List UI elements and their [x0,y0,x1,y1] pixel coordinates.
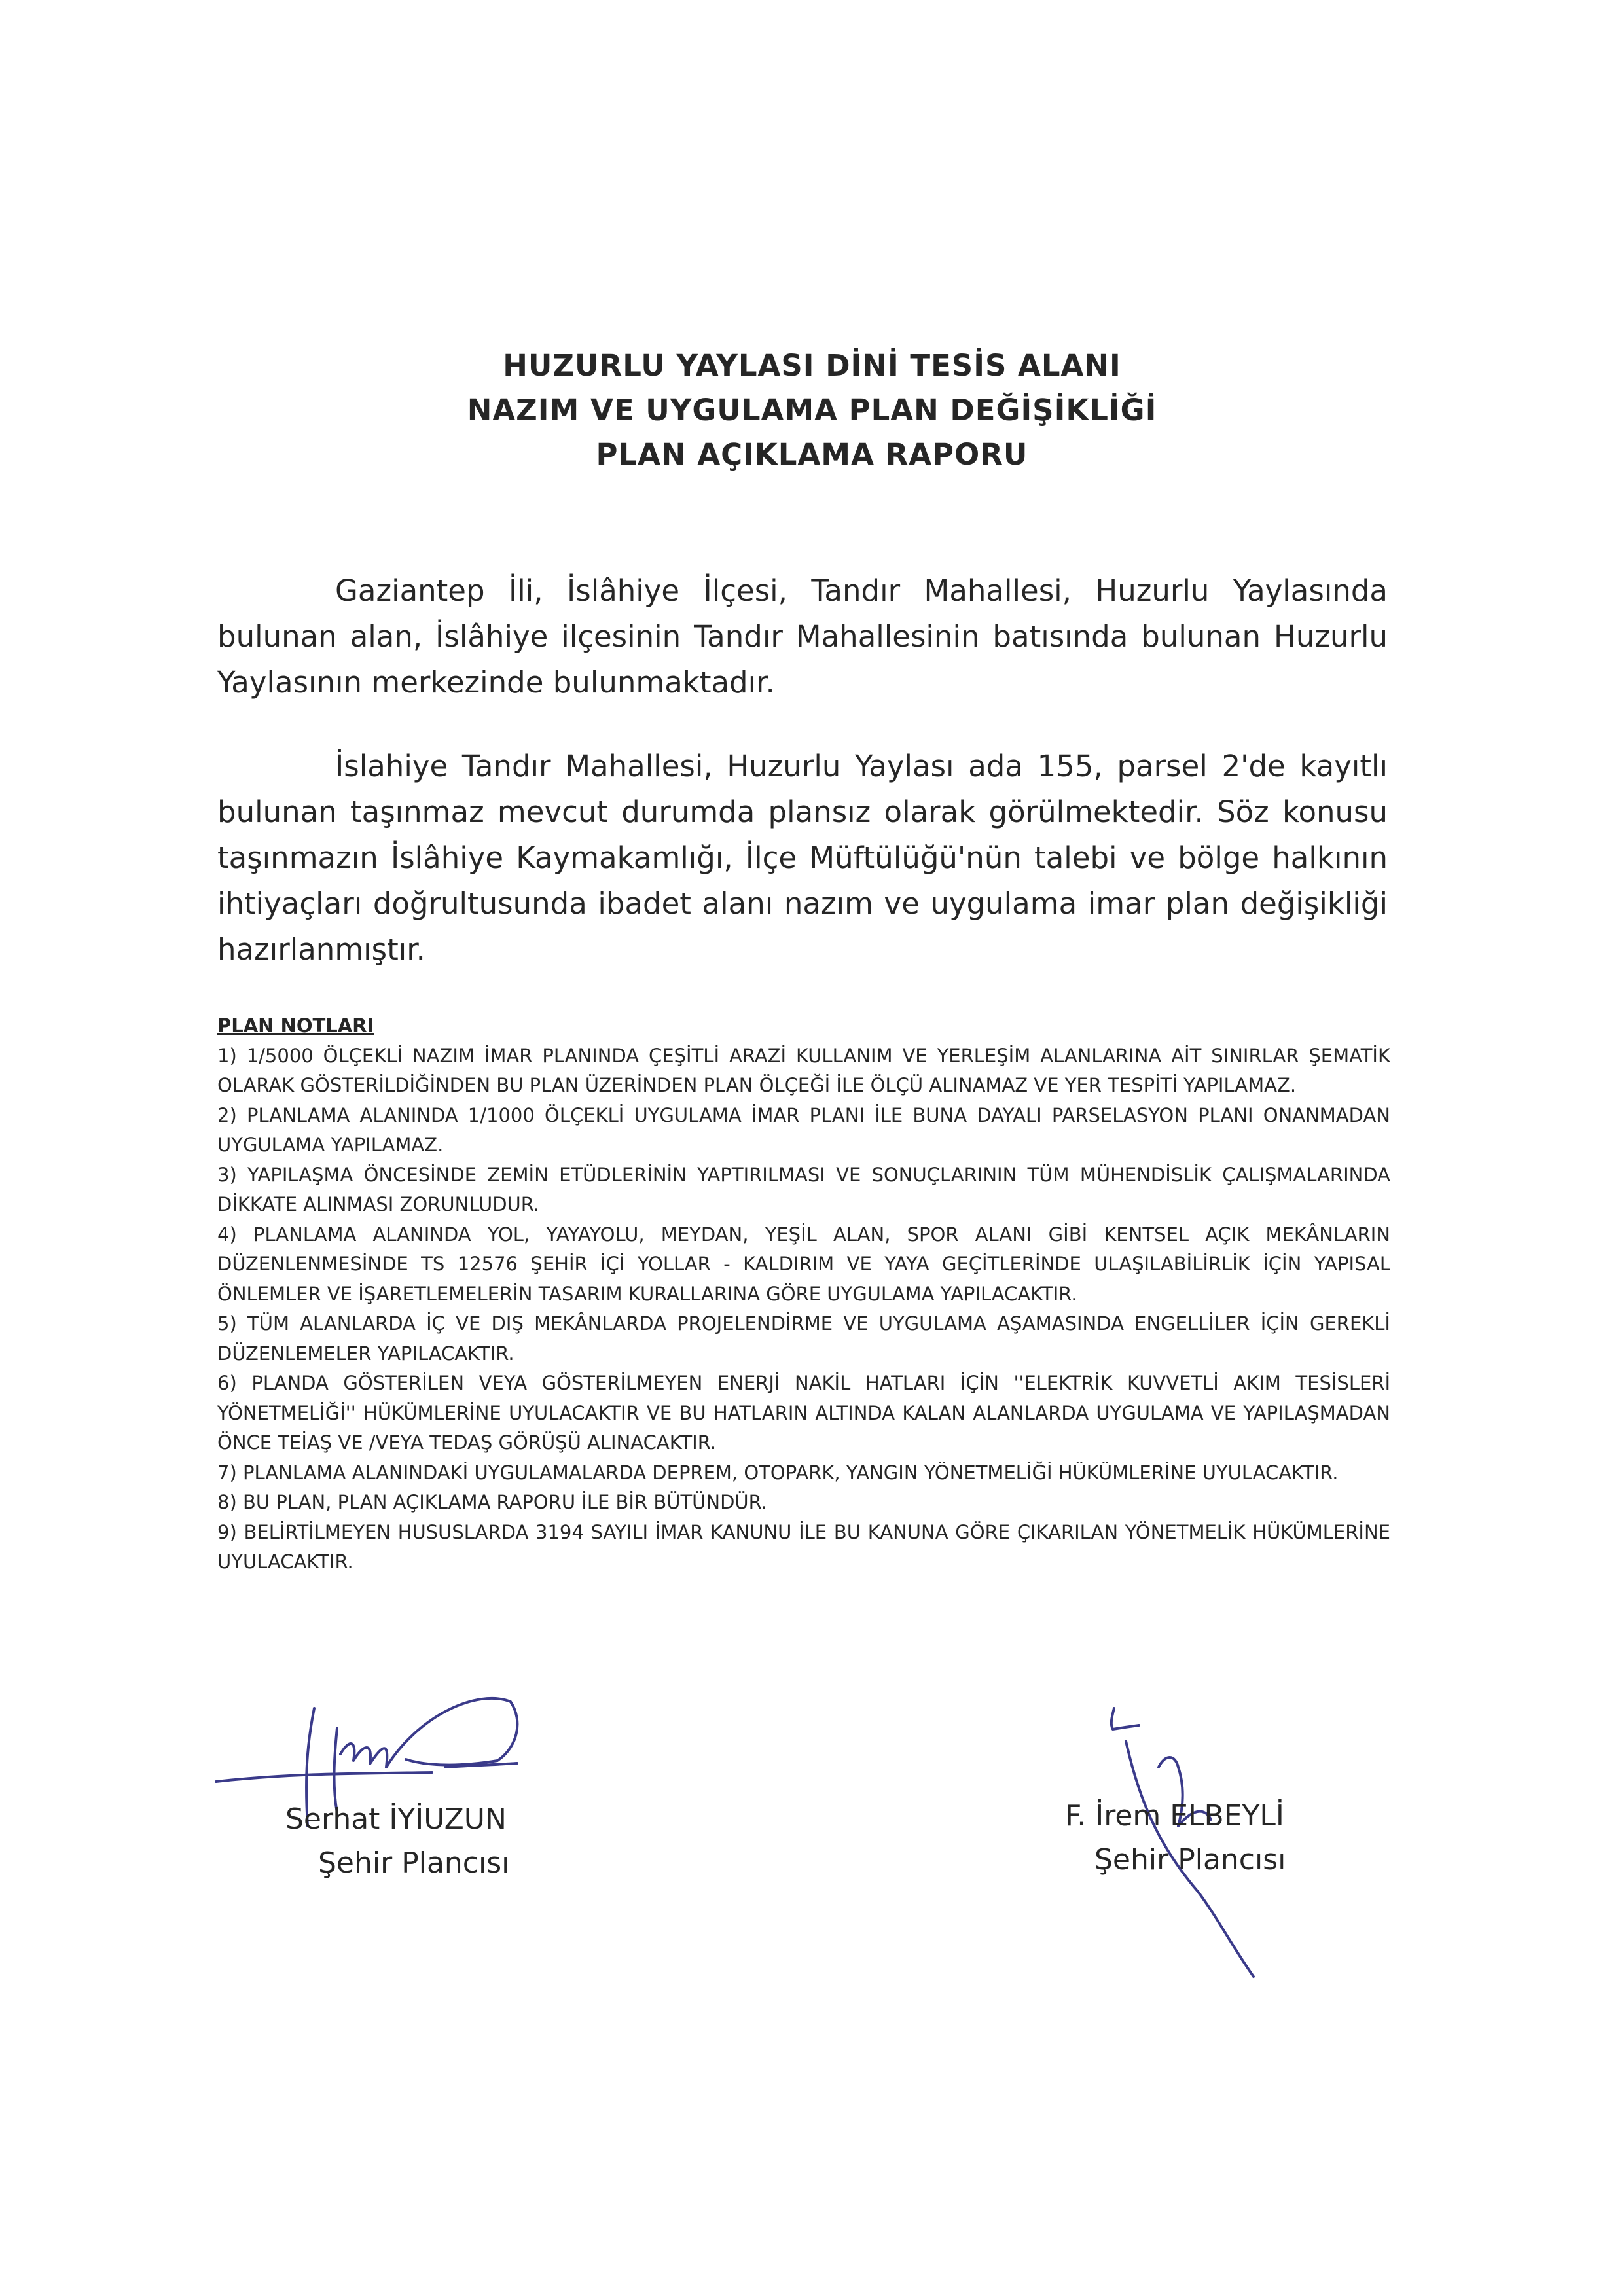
plan-note-4: 4) PLANLAMA ALANINDA YOL, YAYAYOLU, MEYDAN, YEŞİL ALAN, SPOR ALANI GİBİ KENTSEL AÇIK MEKÂNLARIN DÜZENLENMESİNDE TS 12576 ŞEHİR İÇİ YOLLAR - KALDIRIM VE YAYA GEÇİTLERİNDE ULAŞILABİLİRLİK İÇİN YAPISAL ÖNLEMLER VE İŞARETLEMELERİN TASARIM KURALLARINA GÖRE UYGULAMA YAPILACAKTIR. [217,1223,1390,1305]
plan-note-3: 3) YAPILAŞMA ÖNCESİNDE ZEMİN ETÜDLERİNİN YAPTIRILMASI VE SONUÇLARININ TÜM MÜHENDİSLİK ÇALIŞMALARINDA DİKKATE ALINMASI ZORUNLUDUR. [217,1163,1390,1215]
plan-notes-heading: PLAN NOTLARI [217,1014,374,1037]
paragraph-purpose-text: İslahiye Tandır Mahallesi, Huzurlu Yaylası ada 155, parsel 2'de kayıtlı bulunan taşınmaz mevcut durumda plansız olarak görülmektedir. Söz konusu taşınmazın İslâhiye Kaymakamlığı, İlçe Müftülüğü'nün talebi ve bölge halkının ihtiyaçları doğrultusunda ibadet alanı nazım ve uygulama imar plan değişikliği hazırlanmıştır. [217,749,1388,967]
paragraph-purpose [217,744,1388,973]
paragraph-location [217,568,1388,706]
plan-note-9: 9) BELİRTİLMEYEN HUSUSLARDA 3194 SAYILI İMAR KANUNU İLE BU KANUNA GÖRE ÇIKARILAN YÖNETMELİK HÜKÜMLERİNE UYULACAKTIR. [217,1520,1390,1573]
document-title [0,344,1624,477]
title-line-3: PLAN AÇIKLAMA RAPORU [596,437,1028,472]
title-line-1: HUZURLU YAYLASI DİNİ TESİS ALANI [503,348,1121,383]
paragraph-location-text: Gaziantep İli, İslâhiye İlçesi, Tandır Mahallesi, Huzurlu Yaylasında bulunan alan, İslâhiye ilçesinin Tandır Mahallesinin batısında bulunan Huzurlu Yaylasının merkezinde bulunmaktadır. [217,573,1388,700]
plan-note-6: 6) PLANDA GÖSTERİLEN VEYA GÖSTERİLMEYEN ENERJİ NAKİL HATLARI İÇİN ''ELEKTRİK KUVVETLİ AKIM TESİSLERİ YÖNETMELİĞİ'' HÜKÜMLERİNE UYULACAKTIR VE BU HATLARIN ALTINDA KALAN ALANLARDA UYGULAMA VE YAPILAŞMADAN ÖNCE TEİAŞ VE /VEYA TEDAŞ GÖRÜŞÜ ALINACAKTIR. [217,1372,1390,1454]
plan-note-8: 8) BU PLAN, PLAN AÇIKLAMA RAPORU İLE BİR BÜTÜNDÜR. [217,1491,767,1513]
title-line-2: NAZIM VE UYGULAMA PLAN DEĞİŞİKLİĞİ [467,393,1157,427]
plan-note-2: 2) PLANLAMA ALANINDA 1/1000 ÖLÇEKLİ UYGULAMA İMAR PLANI İLE BUNA DAYALI PARSELASYON PLANI ONANMADAN UYGULAMA YAPILAMAZ. [217,1103,1390,1156]
plan-note-7: 7) PLANLAMA ALANINDAKİ UYGULAMALARDA DEPREM, OTOPARK, YANGIN YÖNETMELİĞİ HÜKÜMLERİNE UYULACAKTIR. [217,1461,1339,1484]
plan-notes [217,1011,1390,1577]
signatory-1-title: Şehir Plancısı [318,1846,510,1880]
plan-note-1: 1) 1/5000 ÖLÇEKLİ NAZIM İMAR PLANINDA ÇEŞİTLİ ARAZİ KULLANIM VE YERLEŞİM ALANLARINA AİT SINIRLAR ŞEMATİK OLARAK GÖSTERİLDİĞİNDEN BU PLAN ÜZERİNDEN PLAN ÖLÇEĞİ İLE ÖLÇÜ ALINAMAZ VE YER TESPİTİ YAPILAMAZ. [217,1044,1390,1096]
plan-note-5: 5) TÜM ALANLARDA İÇ VE DIŞ MEKÂNLARDA PROJELENDİRME VE UYGULAMA AŞAMASINDA ENGELLİLER İÇİN GEREKLİ DÜZENLEMELER YAPILACAKTIR. [217,1312,1390,1365]
signatory-1-name: Serhat İYİUZUN [285,1803,507,1836]
signatory-2-title: Şehir Plancısı [1094,1843,1286,1876]
signatory-2-name: F. İrem ELBEYLİ [1065,1799,1284,1833]
